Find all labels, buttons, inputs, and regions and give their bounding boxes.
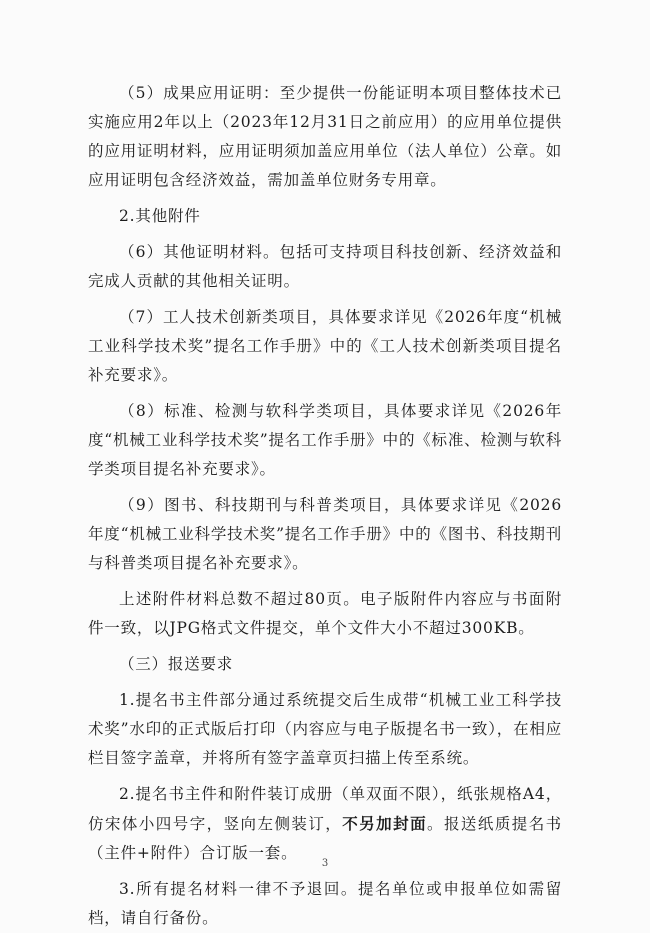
paragraph-achievement-proof: （5）成果应用证明：至少提供一份能证明本项目整体技术已实施应用2年以上（2023年12月31日之前应用）的应用单位提供的应用证明材料，应用证明须加盖应用单位（法人单位）公章。如应用证明包含经济效益，需加盖单位财务专用章。 [88, 84, 562, 189]
requirement-2-text-after: 。报送纸质提名书（主件+附件）合订版一套。 [88, 815, 562, 862]
paragraph-requirement-3: 3.所有提名材料一律不予退回。提名单位或申报单位如需留档，请自行备份。 [88, 880, 562, 927]
paragraph-attachment-limits: 上述附件材料总数不超过80页。电子版附件内容应与书面附件一致，以JPG格式文件提交，单个文件大小不超过300KB。 [88, 590, 562, 637]
heading-submission-requirements: （三）报送要求 [119, 655, 234, 673]
requirement-2-text-before: 2.提名书主件和附件装订成册（单双面不限），纸张规格A4，仿宋体小四号字，竖向左侧装订， [88, 785, 562, 833]
paragraph-requirement-1: 1.提名书主件部分通过系统提交后生成带“机械工业工科学技术奖”水印的正式版后打印（内容应与电子版提名书一致），在相应栏目签字盖章，并将所有签字盖章页扫描上传至系统。 [88, 691, 562, 767]
paragraph-standards-testing: （8）标准、检测与软科学类项目，具体要求详见《2026年度“机械工业科学技术奖”提名工作手册》中的《标准、检测与软科学类项目提名补充要求》。 [88, 402, 562, 478]
paragraph-books-journals: （9）图书、科技期刊与科普类项目，具体要求详见《2026年度“机械工业科学技术奖”提名工作手册》中的《图书、科技期刊与科普类项目提名补充要求》。 [88, 496, 562, 572]
paragraph-worker-innovation: （7）工人技术创新类项目，具体要求详见《2026年度“机械工业科学技术奖”提名工作手册》中的《工人技术创新类项目提名补充要求》。 [88, 308, 562, 384]
heading-other-attachments: 2.其他附件 [119, 207, 201, 225]
page-number: 3 [321, 858, 329, 869]
paragraph-requirement-2 [88, 780, 562, 868]
requirement-2-bold-text: 不另加封面 [342, 814, 428, 833]
paragraph-other-proof: （6）其他证明材料。包括可支持项目科技创新、经济效益和完成人贡献的其他相关证明。 [88, 243, 562, 290]
